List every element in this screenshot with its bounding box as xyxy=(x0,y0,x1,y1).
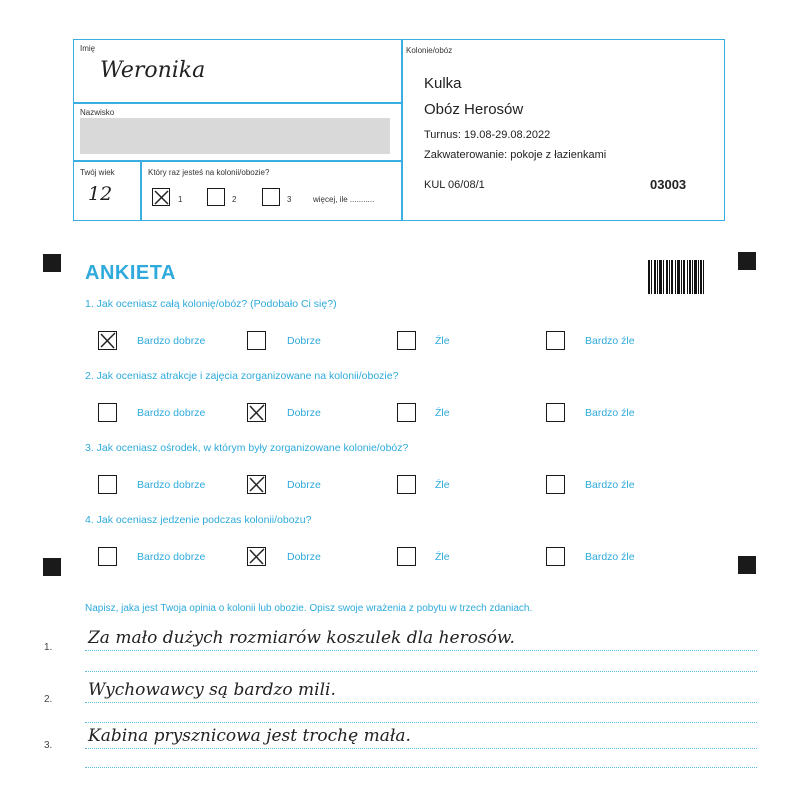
question-2-option-label: Źle xyxy=(435,407,450,419)
question-3-option-label: Dobrze xyxy=(287,479,321,491)
question-2-option-label: Dobrze xyxy=(287,407,321,419)
question-1-option-label: Dobrze xyxy=(287,335,321,347)
ktory-raz-1-checkbox[interactable] xyxy=(152,188,170,206)
opinion-line-number: 3. xyxy=(44,740,53,751)
wiek-label: Twój wiek xyxy=(80,168,115,177)
dotted-writing-line xyxy=(85,671,757,672)
turnus: Turnus: 19.08-29.08.2022 xyxy=(424,129,551,141)
opinion-prompt: Napisz, jaka jest Twoja opinia o kolonii lub obozie. Opisz swoje wrażenia z pobytu w trzech zdaniach. xyxy=(85,603,533,614)
question-4-option-checkbox[interactable] xyxy=(247,547,266,566)
x-mark-icon xyxy=(248,548,267,567)
registration-marker xyxy=(43,558,61,576)
question-4-option-label: Bardzo źle xyxy=(585,551,635,563)
x-mark-icon xyxy=(153,189,171,207)
question-2-option-checkbox[interactable] xyxy=(98,403,117,422)
vertical-divider xyxy=(401,40,403,220)
redacted-surname xyxy=(80,118,390,154)
divider-nazwisko xyxy=(74,160,401,162)
question-2-option-checkbox[interactable] xyxy=(546,403,565,422)
registration-marker xyxy=(738,252,756,270)
question-4-option-checkbox[interactable] xyxy=(397,547,416,566)
camp-name: Kulka xyxy=(424,75,462,92)
question-4-option-checkbox[interactable] xyxy=(98,547,117,566)
question-1-option-label: Bardzo dobrze xyxy=(137,335,206,347)
x-mark-icon xyxy=(248,476,267,495)
opinion-line-number: 2. xyxy=(44,694,53,705)
survey-title: ANKIETA xyxy=(85,262,176,284)
camp-code: KUL 06/08/1 xyxy=(424,179,485,191)
question-2-option-label: Bardzo dobrze xyxy=(137,407,206,419)
question-3-option-label: Bardzo dobrze xyxy=(137,479,206,491)
x-mark-icon xyxy=(99,332,118,351)
form-number: 03003 xyxy=(650,177,687,192)
question-1-option-checkbox[interactable] xyxy=(247,331,266,350)
nazwisko-label: Nazwisko xyxy=(80,108,115,117)
question-2-option-checkbox[interactable] xyxy=(397,403,416,422)
opinion-answer[interactable]: Kabina prysznicowa jest trochę mała. xyxy=(88,726,411,746)
question-3-option-checkbox[interactable] xyxy=(247,475,266,494)
camp-title: Obóz Herosów xyxy=(424,101,524,118)
question-3-option-checkbox[interactable] xyxy=(546,475,565,494)
question-4-option-label: Bardzo dobrze xyxy=(137,551,206,563)
question-3-option-label: Źle xyxy=(435,479,450,491)
x-mark-icon xyxy=(248,404,267,423)
wiek-value[interactable]: 12 xyxy=(88,183,113,205)
dotted-writing-line xyxy=(85,650,757,651)
divider-wiek xyxy=(140,160,142,220)
ktory-raz-other: więcej, ile ........... xyxy=(313,195,375,204)
question-3-text: 3. Jak oceniasz ośrodek, w którym były zorganizowane kolonie/obóz? xyxy=(85,442,409,454)
imie-value[interactable]: Weronika xyxy=(100,58,206,83)
question-4-text: 4. Jak oceniasz jedzenie podczas kolonii/obozu? xyxy=(85,514,312,526)
opinion-answer[interactable]: Za mało dużych rozmiarów koszulek dla herosów. xyxy=(88,628,515,648)
question-3-option-checkbox[interactable] xyxy=(98,475,117,494)
imie-label: Imię xyxy=(80,44,96,53)
question-1-option-label: Bardzo źle xyxy=(585,335,635,347)
question-2-option-label: Bardzo źle xyxy=(585,407,635,419)
ktory-raz-1-label: 1 xyxy=(178,195,183,204)
question-1-option-checkbox[interactable] xyxy=(546,331,565,350)
question-1-option-checkbox[interactable] xyxy=(98,331,117,350)
opinion-answer[interactable]: Wychowawcy są bardzo mili. xyxy=(88,680,336,700)
ktory-raz-label: Który raz jesteś na kolonii/obozie? xyxy=(148,168,270,177)
question-4-option-label: Dobrze xyxy=(287,551,321,563)
dotted-writing-line xyxy=(85,767,757,768)
question-3-option-label: Bardzo źle xyxy=(585,479,635,491)
question-1-option-label: Źle xyxy=(435,335,450,347)
question-4-option-checkbox[interactable] xyxy=(546,547,565,566)
kolonie-label: Kolonie/obóz xyxy=(406,46,453,55)
barcode xyxy=(648,260,704,294)
opinion-line-number: 1. xyxy=(44,642,53,653)
question-1-option-checkbox[interactable] xyxy=(397,331,416,350)
ktory-raz-3-checkbox[interactable] xyxy=(262,188,280,206)
dotted-writing-line xyxy=(85,702,757,703)
barcode-icon xyxy=(648,260,704,294)
ktory-raz-3-label: 3 xyxy=(287,195,292,204)
registration-marker xyxy=(738,556,756,574)
ktory-raz-2-label: 2 xyxy=(232,195,237,204)
question-2-option-checkbox[interactable] xyxy=(247,403,266,422)
question-3-option-checkbox[interactable] xyxy=(397,475,416,494)
registration-marker xyxy=(43,254,61,272)
dotted-writing-line xyxy=(85,722,757,723)
zakwaterowanie: Zakwaterowanie: pokoje z łazienkami xyxy=(424,149,607,161)
question-4-option-label: Źle xyxy=(435,551,450,563)
question-2-text: 2. Jak oceniasz atrakcje i zajęcia zorganizowane na kolonii/obozie? xyxy=(85,370,399,382)
divider-imie xyxy=(74,102,401,104)
dotted-writing-line xyxy=(85,748,757,749)
ktory-raz-2-checkbox[interactable] xyxy=(207,188,225,206)
question-1-text: 1. Jak oceniasz całą kolonię/obóz? (Podobało Ci się?) xyxy=(85,298,337,310)
